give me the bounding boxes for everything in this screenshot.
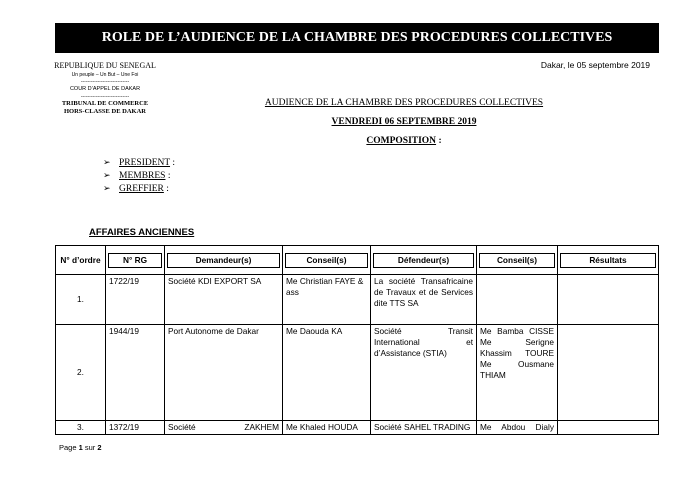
- header-counsel-defendant: Conseil(s): [477, 246, 558, 275]
- role-suffix: :: [170, 158, 176, 168]
- header-order: N° d’ordre: [56, 246, 106, 275]
- composition-heading: [200, 136, 608, 146]
- role-label: GREFFIER: [119, 184, 164, 194]
- header-results: Résultats: [558, 246, 659, 275]
- cell-rg: 1944/19: [106, 325, 165, 421]
- cases-table: [55, 245, 659, 435]
- cell-order: 1.: [56, 275, 106, 325]
- composition-roles-list: [103, 156, 175, 195]
- republic-name: REPUBLIQUE DU SENEGAL: [54, 61, 156, 70]
- cell-defendant: Société SAHEL TRADING: [371, 421, 477, 435]
- composition-label: COMPOSITION: [366, 136, 437, 146]
- cell-counsel-defendant: Me Bamba CISSE Me Serigne Khassim TOURE Me Ousmane THIAM: [477, 325, 558, 421]
- cell-results: [558, 275, 659, 325]
- hearing-day: VENDREDI 06 SEPTEMBRE 2019: [331, 117, 477, 127]
- cell-order: 2.: [56, 325, 106, 421]
- composition-suffix: :: [436, 136, 442, 146]
- header-defendant: Défendeur(s): [371, 246, 477, 275]
- role-members: [103, 169, 175, 182]
- cell-counsel-plaintiff: Me Daouda KA: [283, 325, 371, 421]
- national-motto: Un peuple – Un But – Une Foi: [71, 72, 139, 78]
- arrow-bullet-icon: ➢: [103, 157, 111, 167]
- issuer-block: [52, 61, 158, 116]
- table-row: [56, 325, 659, 421]
- cell-defendant: La société Transafricaine de Travaux et de Services dite TTS SA: [371, 275, 477, 325]
- document-banner-title: ROLE DE L’AUDIENCE DE LA CHAMBRE DES PROCEDURES COLLECTIVES: [55, 23, 659, 53]
- role-suffix: :: [165, 171, 171, 181]
- cell-rg: 1372/19: [106, 421, 165, 435]
- cell-order: 3.: [56, 421, 106, 435]
- role-label: PRESIDENT: [119, 158, 171, 168]
- table-row: [56, 275, 659, 325]
- role-president: [103, 156, 175, 169]
- cell-counsel-defendant: Me Abdou Dialy: [477, 421, 558, 435]
- arrow-bullet-icon: ➢: [103, 170, 111, 180]
- hearing-title: AUDIENCE DE LA CHAMBRE DES PROCEDURES COLLECTIVES: [264, 98, 544, 108]
- cell-rg: 1722/19: [106, 275, 165, 325]
- header-plaintiff: Demandeur(s): [165, 246, 283, 275]
- tribunal-name-line1: TRIBUNAL DE COMMERCE: [61, 100, 149, 107]
- cell-defendant: Société Transit International et d’Assistance (STIA): [371, 325, 477, 421]
- section-title: AFFAIRES ANCIENNES: [89, 227, 195, 238]
- table-row: [56, 421, 659, 435]
- header-counsel-plaintiff: Conseil(s): [283, 246, 371, 275]
- header-rg: N° RG: [106, 246, 165, 275]
- cell-results: [558, 421, 659, 435]
- cell-plaintiff: Société KDI EXPORT SA: [165, 275, 283, 325]
- role-suffix: :: [163, 184, 169, 194]
- separator-line: -----------------------------: [80, 79, 130, 85]
- cell-counsel-plaintiff: Me Khaled HOUDA: [283, 421, 371, 435]
- table-header-row: [56, 246, 659, 275]
- document-date: Dakar, le 05 septembre 2019: [540, 60, 650, 70]
- cell-plaintiff: Port Autonome de Dakar: [165, 325, 283, 421]
- tribunal-name-line2: HORS-CLASSE DE DAKAR: [64, 108, 146, 115]
- cell-counsel-defendant: [477, 275, 558, 325]
- role-clerk: [103, 182, 175, 195]
- arrow-bullet-icon: ➢: [103, 183, 111, 193]
- cell-counsel-plaintiff: Me Christian FAYE & ass: [283, 275, 371, 325]
- separator-line: -----------------------------: [80, 94, 130, 100]
- cell-plaintiff: Société ZAKHEM: [165, 421, 283, 435]
- page-number: Page 1 sur 2: [59, 443, 102, 452]
- court-name: COUR D’APPEL DE DAKAR: [69, 86, 141, 92]
- role-label: MEMBRES: [119, 171, 166, 181]
- cell-results: [558, 325, 659, 421]
